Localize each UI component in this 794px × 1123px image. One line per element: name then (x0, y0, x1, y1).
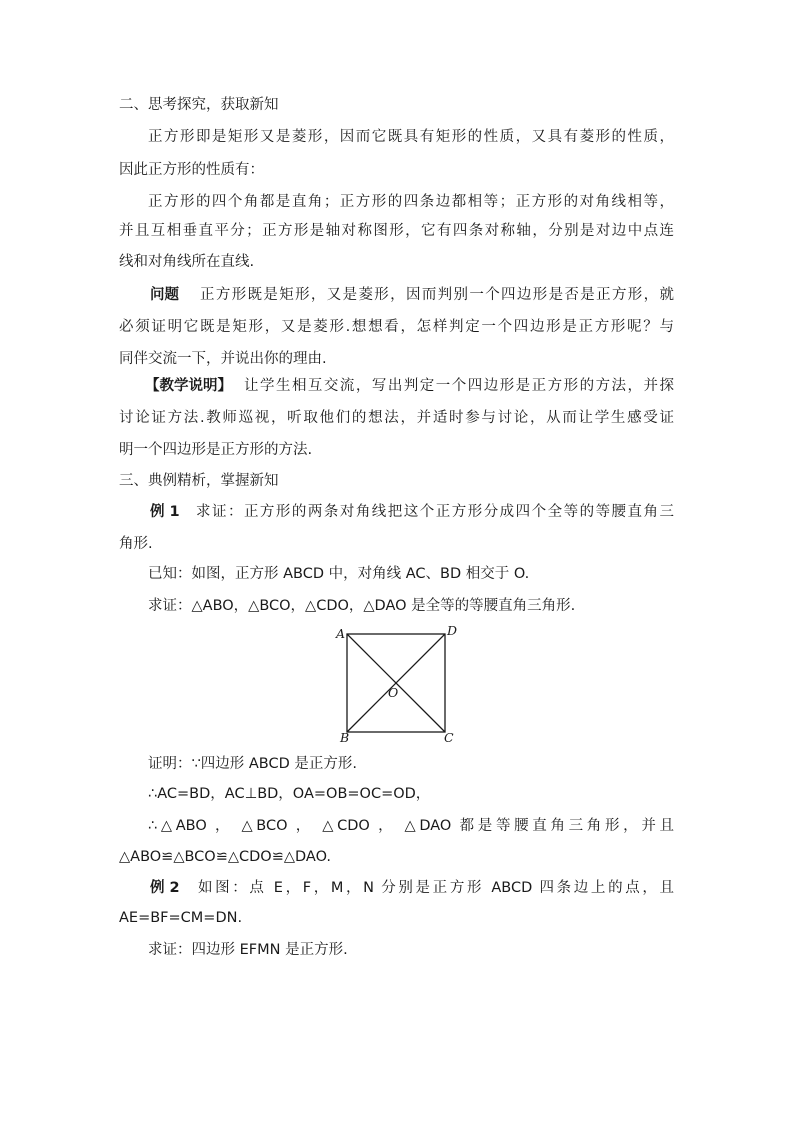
paragraph-line: 明一个四边形是正方形的方法. (119, 442, 313, 458)
vertex-label-b: B (340, 730, 350, 745)
proof-line: 证明：∵四边形 ABCD 是正方形. (148, 756, 357, 772)
question-label: 问题 (150, 287, 179, 303)
ex2-prove-line: 求证：四边形 EFMN 是正方形. (148, 942, 348, 958)
paragraph-line: 正方形的四个角都是直角；正方形的四条边都相等；正方形的对角线相等， (148, 194, 674, 210)
paragraph-line: 同伴交流一下，并说出你的理由. (119, 351, 327, 367)
vertex-label-a: A (336, 626, 346, 641)
paragraph-line: 必须证明它既是矩形，又是菱形.想想看，怎样判定一个四边形是正方形呢？与 (119, 319, 674, 335)
teaching-note-label: 【教学说明】 (145, 378, 232, 394)
section3-heading: 三、典例精析，掌握新知 (119, 473, 279, 489)
paragraph-line: 角形. (119, 536, 153, 552)
example1-label: 例 1 (150, 504, 180, 520)
square-diagram (332, 624, 462, 749)
paragraph-line: 如图：点 E，F，M，N 分别是正方形 ABCD 四条边上的点，且 (198, 880, 674, 896)
paragraph-line: 并且互相垂直平分；正方形是轴对称图形，它有四条对称轴，分别是对边中点连 (119, 223, 674, 239)
paragraph-line: AE=BF=CM=DN. (119, 910, 243, 926)
paragraph-line: 讨论证方法.教师巡视，听取他们的想法，并适时参与讨论，从而让学生感受证 (119, 410, 674, 426)
example2-label: 例 2 (150, 880, 180, 896)
square-diagram-svg (332, 624, 462, 749)
center-label-o: O (388, 685, 399, 700)
paragraph-line: 让学生相互交流，写出判定一个四边形是正方形的方法，并探 (244, 378, 674, 394)
proof-line: △ABO≌△BCO≌△CDO≌△DAO. (119, 849, 332, 865)
paragraph-line: 因此正方形的性质有： (119, 162, 264, 178)
prove-line: 求证：△ABO，△BCO，△CDO，△DAO 是全等的等腰直角三角形. (148, 598, 576, 614)
proof-line: ∴AC=BD，AC⊥BD，OA=OB=OC=OD， (148, 786, 431, 802)
vertex-label-c: C (444, 730, 454, 745)
paragraph-line: 线和对角线所在直线. (119, 254, 255, 270)
given-line: 已知：如图，正方形 ABCD 中，对角线 AC、BD 相交于 O. (148, 566, 530, 582)
section2-heading: 二、思考探究，获取新知 (119, 97, 279, 113)
paragraph-line: 正方形既是矩形，又是菱形，因而判别一个四边形是否是正方形，就 (200, 287, 674, 303)
proof-line: ∴△ABO ， △BCO ， △CDO ， △DAO 都是等腰直角三角形，并且 (148, 818, 674, 834)
vertex-label-d: D (447, 623, 458, 638)
paragraph-line: 正方形即是矩形又是菱形，因而它既具有矩形的性质，又具有菱形的性质， (148, 129, 674, 145)
paragraph-line: 求证：正方形的两条对角线把这个正方形分成四个全等的等腰直角三 (196, 504, 674, 520)
